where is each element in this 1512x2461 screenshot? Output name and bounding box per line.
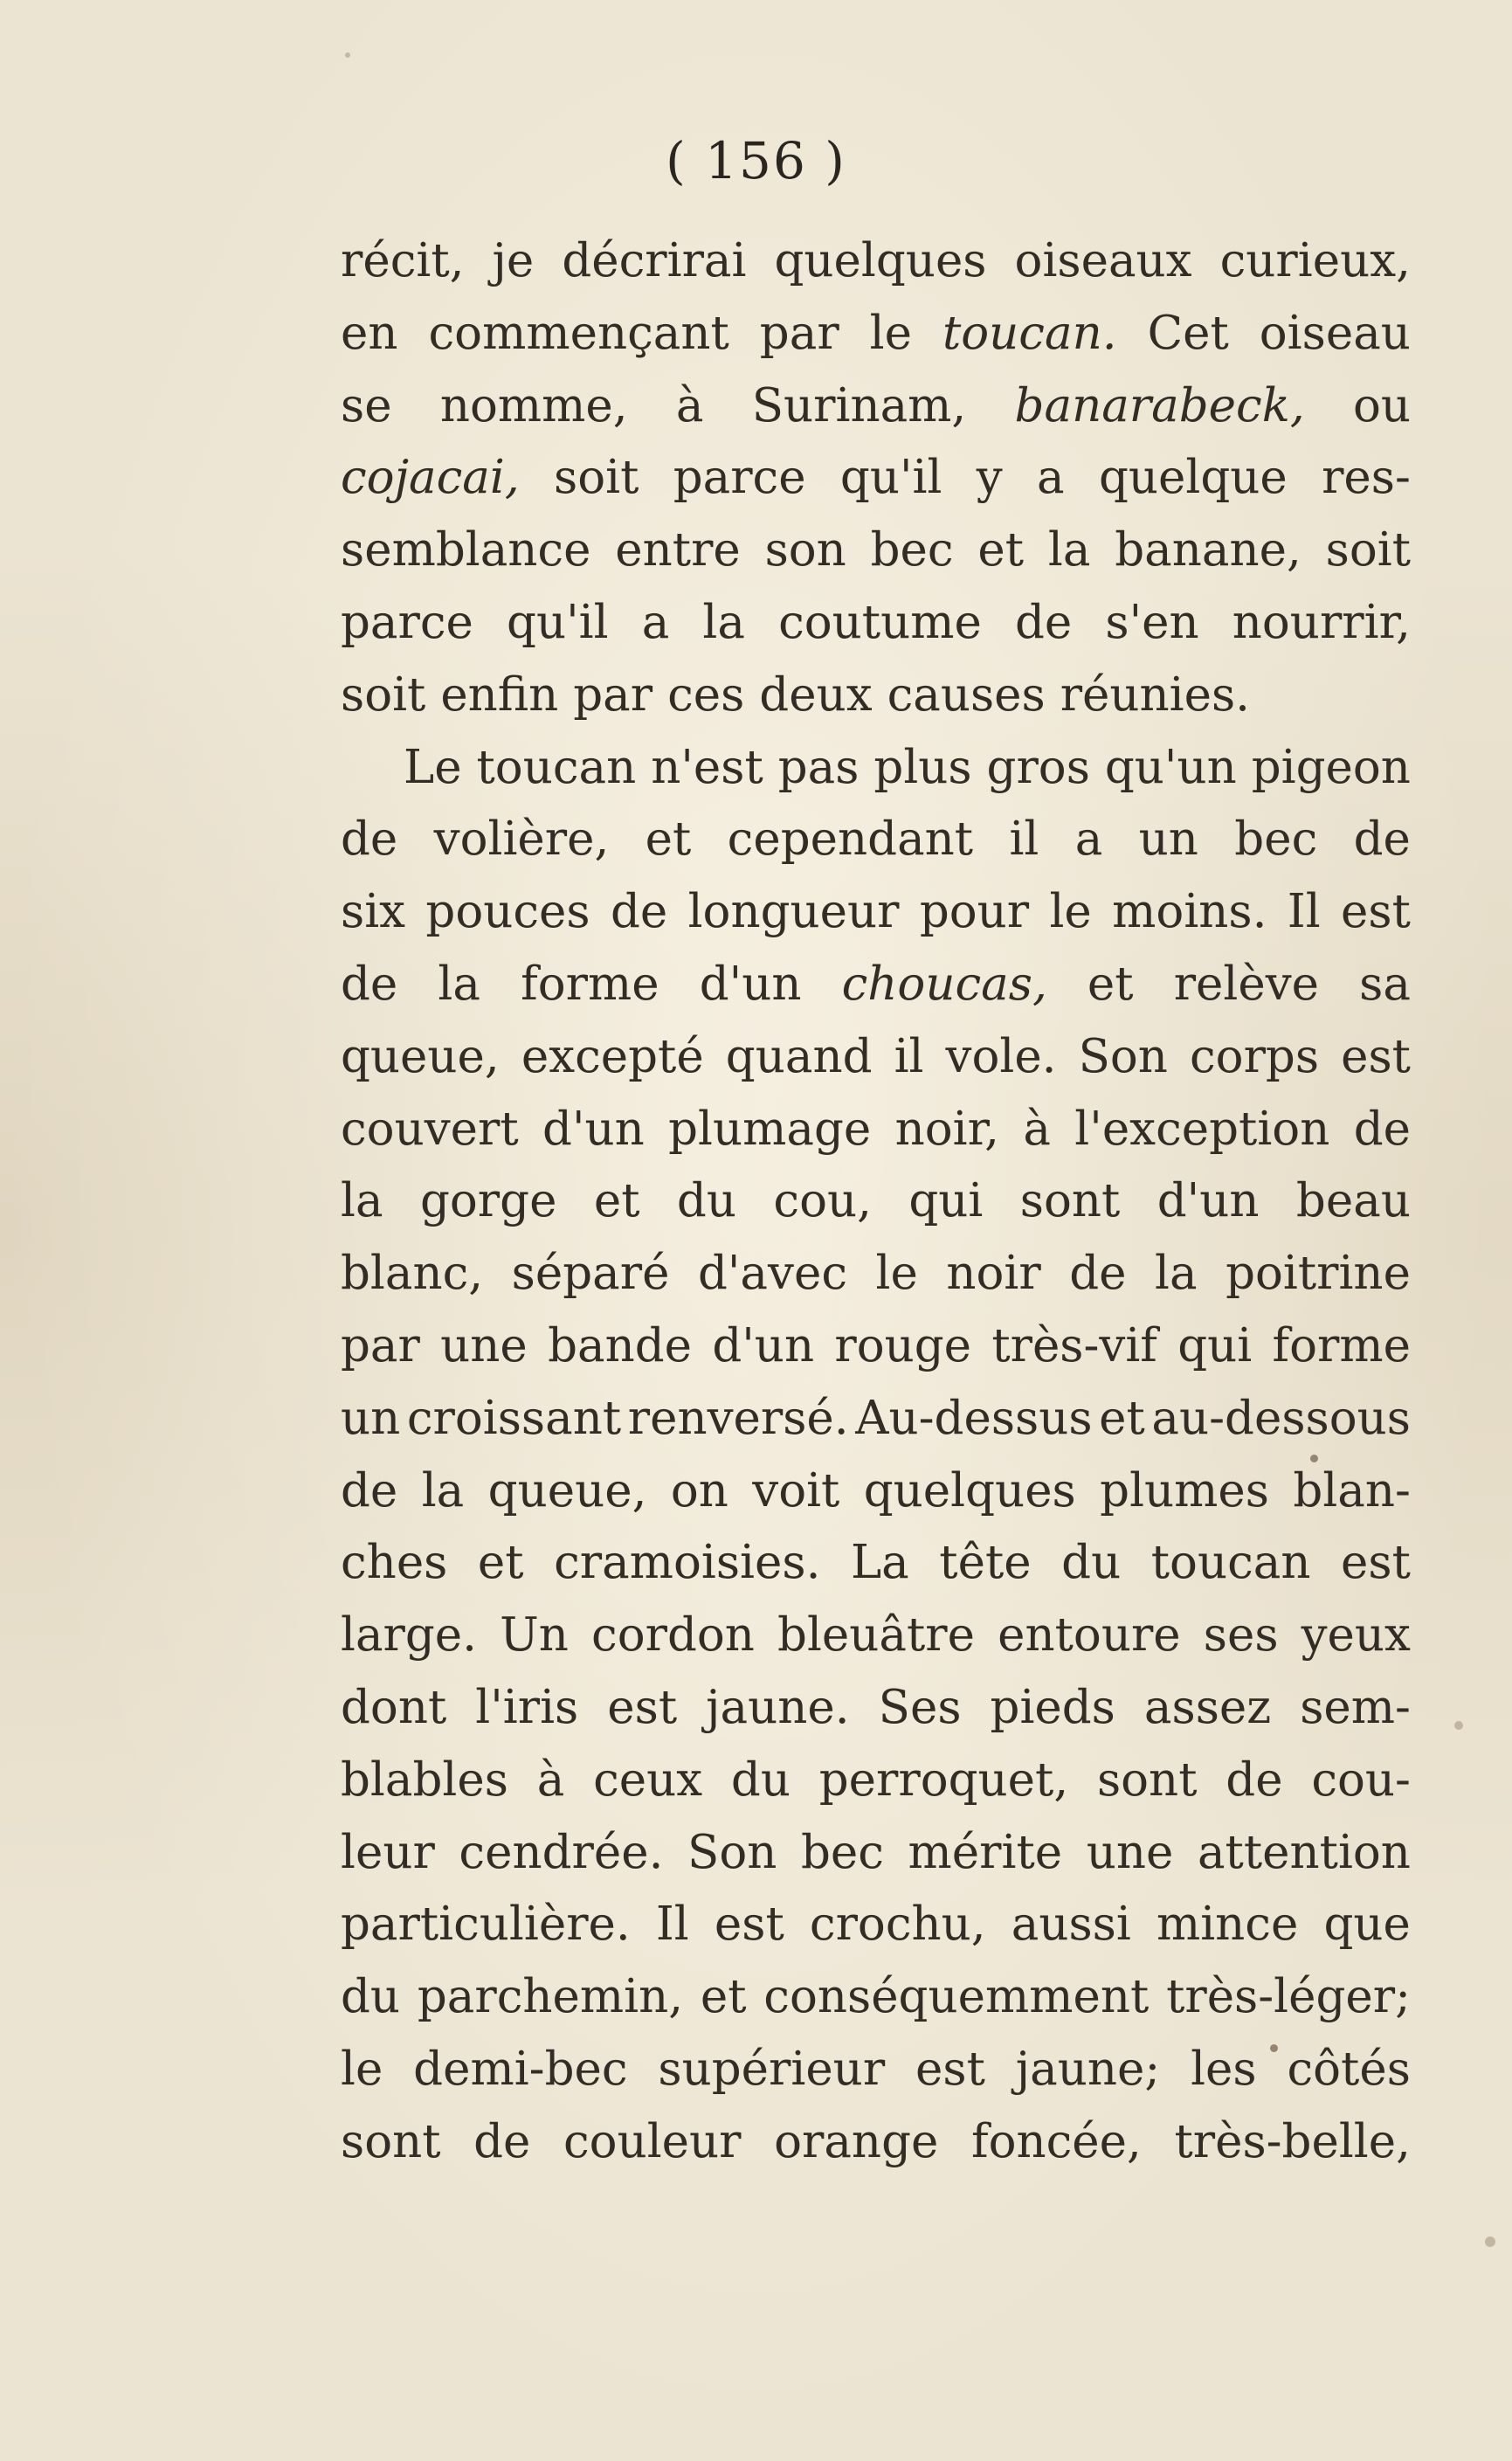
word: et [700, 1970, 747, 2024]
word: de [1225, 1752, 1283, 1807]
word: beau [1295, 1174, 1411, 1228]
word: Un [500, 1608, 569, 1663]
text-line [341, 298, 1411, 370]
word: bec [1234, 812, 1318, 867]
text-line [341, 660, 1411, 732]
text-line [341, 1527, 1411, 1600]
word: ches [341, 1536, 448, 1590]
word: de [610, 885, 668, 939]
word: soit [554, 451, 639, 505]
word: très-vif [991, 1318, 1157, 1372]
word: forme [521, 957, 659, 1011]
word: excepté [521, 1029, 704, 1083]
word: poitrine [1225, 1247, 1411, 1301]
word: de [473, 2114, 531, 2168]
word: tête [939, 1536, 1032, 1590]
paper-speck [1270, 2044, 1278, 2052]
word: deux [759, 667, 873, 722]
word: Ses [878, 1680, 962, 1734]
word: curieux, [1219, 234, 1411, 287]
word: est [1341, 885, 1411, 939]
paper-speck [1485, 2236, 1495, 2247]
word: soit [341, 667, 426, 722]
word: à [1023, 1102, 1051, 1156]
word: mérite [908, 1825, 1063, 1879]
word: et [1099, 1391, 1145, 1445]
word: à [675, 378, 704, 432]
word: jaune; [1015, 2042, 1161, 2096]
word: banarabeck, [1014, 378, 1305, 432]
word: la [341, 1174, 383, 1228]
word: Il [655, 1898, 689, 1952]
word: est [915, 2042, 985, 2096]
word: cependant [727, 812, 974, 867]
word: Le [404, 740, 462, 794]
word: noir, [894, 1102, 999, 1156]
text-line [341, 1889, 1411, 1961]
word: en [341, 306, 398, 360]
word: et [977, 523, 1025, 577]
word: moins. [1112, 885, 1267, 939]
word: oiseau [1259, 306, 1411, 360]
word: quelques [774, 234, 987, 287]
word: y [976, 451, 1003, 505]
text-line [341, 1817, 1411, 1890]
word: son [764, 523, 846, 577]
word: couleur [563, 2114, 742, 2168]
word: côtés [1287, 2042, 1411, 2096]
word: il [1009, 812, 1039, 867]
text-line [341, 1165, 1411, 1238]
word: Son [687, 1825, 777, 1879]
word: gros [986, 740, 1090, 794]
word: ceux [593, 1752, 703, 1807]
word: quelque [1098, 451, 1288, 505]
word: toucan [476, 740, 637, 794]
word: la [1047, 523, 1091, 577]
word: crochu, [809, 1898, 986, 1952]
word: longueur [687, 885, 900, 939]
text-line [341, 1238, 1411, 1310]
text-line [341, 1672, 1411, 1745]
word: sont [341, 2114, 441, 2168]
word: conséquemment [763, 1970, 1150, 2024]
word: coutume [778, 595, 982, 649]
word: la [421, 1463, 465, 1517]
word: croissant [406, 1391, 622, 1445]
text-line [341, 2034, 1411, 2106]
word: d'avec [697, 1247, 848, 1301]
word: plus [873, 740, 972, 794]
word: de [341, 957, 398, 1011]
word: particulière. [341, 1898, 631, 1952]
word: forme [1272, 1318, 1411, 1372]
word: blables [341, 1752, 508, 1807]
word: assez [1143, 1680, 1272, 1734]
word: Au-dessus [855, 1391, 1093, 1445]
word: soit [1325, 523, 1411, 577]
word: foncée, [970, 2114, 1142, 2168]
word: nomme, [439, 378, 628, 432]
word: par [759, 306, 839, 360]
word: blan- [1293, 1463, 1411, 1517]
word: aussi [1011, 1898, 1131, 1952]
word: pigeon [1251, 740, 1411, 794]
word: large. [341, 1608, 478, 1663]
word: pieds [990, 1680, 1115, 1734]
word: une [1086, 1825, 1174, 1879]
word: leur [341, 1825, 435, 1879]
word: du [1061, 1536, 1122, 1590]
word: jaune. [706, 1680, 850, 1734]
word: qui [1177, 1318, 1253, 1372]
word: cou, [773, 1174, 872, 1228]
word: semblance [341, 523, 591, 577]
word: entoure [998, 1608, 1181, 1663]
word: l'exception [1074, 1102, 1330, 1156]
word: banane, [1115, 523, 1301, 577]
text-line [341, 1455, 1411, 1528]
word: par [341, 1318, 420, 1372]
word: de [1353, 1102, 1411, 1156]
page-number: ( 156 ) [666, 131, 846, 190]
word: sont [1096, 1752, 1198, 1807]
word: d'un [542, 1102, 645, 1156]
word: vole. [945, 1029, 1057, 1083]
text-line [341, 1961, 1411, 2034]
word: il [894, 1029, 924, 1083]
body-text [341, 225, 1411, 2179]
word: supérieur [658, 2042, 886, 2096]
word: réunies. [1060, 667, 1251, 722]
word: cou- [1311, 1752, 1411, 1807]
word: perroquet, [818, 1752, 1069, 1807]
word: ses [1203, 1608, 1279, 1663]
word: du [730, 1752, 791, 1807]
word: ces [667, 667, 745, 722]
word: a [1037, 451, 1065, 505]
word: entre [615, 523, 741, 577]
word: parchemin, [417, 1970, 684, 2024]
word: sa [1359, 957, 1411, 1011]
word: quelques [863, 1463, 1076, 1517]
word: a [641, 595, 670, 649]
word: d'un [699, 957, 802, 1011]
word: un [341, 1391, 401, 1445]
word: parce [673, 451, 806, 505]
word: enfin [440, 667, 559, 722]
word: de [1353, 812, 1411, 867]
text-line [341, 804, 1411, 876]
text-line [341, 370, 1411, 443]
text-line [341, 1021, 1411, 1094]
word: res- [1322, 451, 1411, 505]
word: cramoisies. [554, 1536, 821, 1590]
word: et [593, 1174, 640, 1228]
word: queue, [341, 1029, 500, 1083]
word: décrirai [562, 234, 747, 287]
word: et [477, 1536, 524, 1590]
word: plumes [1100, 1463, 1269, 1517]
word: le [869, 306, 912, 360]
word: de [341, 812, 398, 867]
word: récit, [341, 234, 465, 287]
text-line [341, 587, 1411, 660]
word: toucan [1150, 1536, 1311, 1590]
text-line [341, 1745, 1411, 1817]
word: cordon [591, 1608, 755, 1663]
word: de [1069, 1247, 1127, 1301]
word: bleuâtre [777, 1608, 976, 1663]
word: blanc, [341, 1247, 484, 1301]
word: pas [777, 740, 860, 794]
word: l'iris [475, 1680, 579, 1734]
word: qu'il [839, 451, 942, 505]
word: le [875, 1247, 918, 1301]
word: d'un [712, 1318, 815, 1372]
word: très-léger; [1166, 1970, 1411, 2024]
text-line [341, 876, 1411, 949]
word: voit [752, 1463, 840, 1517]
word: cendrée. [459, 1825, 664, 1879]
word: dont [341, 1680, 447, 1734]
word: Surinam, [751, 378, 967, 432]
word: demi-bec [413, 2042, 628, 2096]
word: je [492, 234, 535, 287]
word: très-belle, [1174, 2114, 1411, 2168]
text-line [341, 515, 1411, 587]
word: renversé. [627, 1391, 849, 1445]
word: corps [1189, 1029, 1320, 1083]
word: Il [1287, 885, 1321, 939]
word: la [702, 595, 745, 649]
word: choucas, [841, 957, 1047, 1011]
text-line [341, 949, 1411, 1021]
word: est [714, 1898, 784, 1952]
word: à [536, 1752, 565, 1807]
word: une [440, 1318, 528, 1372]
word: plumage [668, 1102, 872, 1156]
word: un [1138, 812, 1198, 867]
word: sem- [1300, 1680, 1411, 1734]
text-line [341, 1383, 1411, 1455]
word: est [607, 1680, 678, 1734]
word: a [1074, 812, 1103, 867]
word: parce [341, 595, 473, 649]
word: ou [1352, 378, 1411, 432]
word: La [850, 1536, 909, 1590]
word: qu'il [507, 595, 609, 649]
word: est [1341, 1029, 1411, 1083]
word: le [341, 2042, 383, 2096]
word: rouge [834, 1318, 972, 1372]
word: nourrir, [1232, 595, 1411, 649]
word: oiseaux [1014, 234, 1192, 287]
word: du [676, 1174, 736, 1228]
paper-speck [1310, 1455, 1318, 1462]
word: de [1014, 595, 1073, 649]
word: gorge [419, 1174, 557, 1228]
word: n'est [651, 740, 763, 794]
word: six [341, 885, 406, 939]
word: couvert [341, 1102, 519, 1156]
word: par [573, 667, 653, 722]
word: qu'un [1104, 740, 1237, 794]
word: bec [870, 523, 954, 577]
word: Son [1078, 1029, 1168, 1083]
word: d'un [1156, 1174, 1260, 1228]
text-line [341, 1600, 1411, 1672]
word: queue, [487, 1463, 647, 1517]
word: est [1341, 1536, 1411, 1590]
word: toucan. [942, 306, 1117, 360]
text-line [341, 2106, 1411, 2179]
word: au-dessous [1151, 1391, 1411, 1445]
word: pour [919, 885, 1030, 939]
word: de [341, 1463, 398, 1517]
word: commençant [428, 306, 729, 360]
word: du [341, 1970, 401, 2024]
word: relève [1173, 957, 1320, 1011]
word: s'en [1105, 595, 1199, 649]
word: quand [725, 1029, 873, 1083]
word: se [341, 378, 392, 432]
word: séparé [511, 1247, 670, 1301]
text-line [341, 442, 1411, 515]
paper-speck [1454, 1721, 1463, 1730]
word: que [1323, 1898, 1411, 1952]
text-line [341, 225, 1411, 298]
word: noir [946, 1247, 1041, 1301]
paper-speck [345, 52, 350, 58]
word: volière, [433, 812, 610, 867]
word: les [1191, 2042, 1257, 2096]
word: sont [1019, 1174, 1121, 1228]
word: et [1087, 957, 1134, 1011]
word: la [1155, 1247, 1198, 1301]
word: mince [1156, 1898, 1299, 1952]
word: pouces [425, 885, 590, 939]
word: on [670, 1463, 728, 1517]
word: causes [887, 667, 1046, 722]
word: la [438, 957, 480, 1011]
word: yeux [1301, 1608, 1411, 1663]
text-line [341, 732, 1411, 805]
text-line [341, 1310, 1411, 1383]
word: Cet [1147, 306, 1229, 360]
word: le [1049, 885, 1092, 939]
word: et [645, 812, 692, 867]
word: bec [800, 1825, 884, 1879]
word: bande [548, 1318, 693, 1372]
word: qui [908, 1174, 984, 1228]
word: orange [774, 2114, 939, 2168]
word: attention [1197, 1825, 1411, 1879]
word: cojacai, [341, 451, 520, 505]
text-line [341, 1094, 1411, 1166]
